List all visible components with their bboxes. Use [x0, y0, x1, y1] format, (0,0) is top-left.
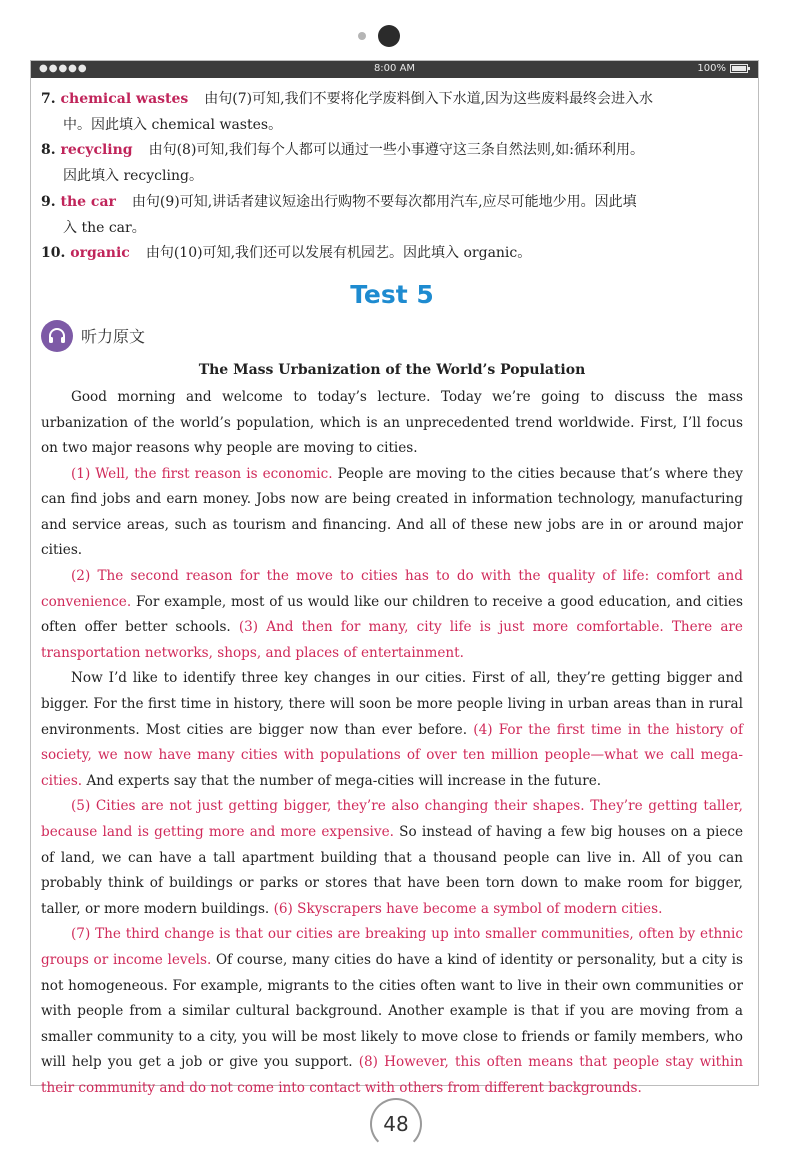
front-camera	[378, 25, 400, 47]
section-header	[41, 317, 743, 355]
transcript-text: For example, most of us would like our children to receive a good education, and cities often offer better schools.	[41, 593, 743, 636]
test-title: Test 5	[350, 279, 434, 309]
transcript-paragraph	[41, 922, 743, 1101]
answer-explanation: 由句(7)可知,我们不要将化学废料倒入下水道,因为这些废料最终会进入水	[204, 91, 654, 107]
transcript-body	[41, 385, 743, 1102]
battery-percent: 100%	[697, 63, 726, 74]
transcript-text: Now I’d like to identify three key changes in our cities. First of all, they’re getting bigger and bigger. For the first time in history, there will soon be more people living in urban areas than in rural environments. Most cities are bigger now than ever before.	[41, 670, 743, 738]
answer-explanation-cont: 中。因此填入 chemical wastes。	[63, 116, 283, 133]
highlighted-sentence: (2) The second reason for the move to cities has to do with the quality of life: comfort and convenience.	[41, 568, 743, 610]
highlighted-sentence: (3) And then for many, city life is just more comfortable. There are transportation networks, shops, and places of entertainment.	[41, 619, 743, 661]
section-title: 听力原文	[81, 327, 146, 347]
camera-indicator	[358, 32, 366, 40]
transcript-paragraph	[41, 462, 743, 564]
tablet-screen	[30, 60, 759, 1096]
answer-item	[41, 87, 743, 138]
battery-indicator	[697, 63, 748, 74]
highlighted-sentence: (4) For the first time in the history of society, we now have many cities with populations of over ten million people—what we call mega-cities.	[41, 721, 743, 789]
transcript-paragraph	[41, 666, 743, 794]
highlighted-sentence: (7) The third change is that our cities are breaking up into smaller communities, often by ethnic groups or income levels.	[41, 926, 743, 968]
answer-keyword: recycling	[60, 142, 133, 159]
highlighted-sentence: (1) Well, the first reason is economic.	[71, 465, 333, 482]
answer-explanation: 由句(9)可知,讲话者建议短途出行购物不要每次都用汽车,应尽可能地少用。因此填	[131, 193, 637, 210]
signal-indicator: ●●●●●	[39, 63, 88, 74]
headphones-icon	[41, 320, 73, 352]
battery-icon	[730, 64, 748, 73]
answer-explanation-cont: 入 the car。	[63, 219, 146, 236]
answer-item	[41, 241, 743, 267]
highlighted-sentence: (6) Skyscrapers have become a symbol of modern cities.	[273, 900, 663, 917]
transcript-text: And experts say that the number of mega-cities will increase in the future.	[82, 772, 602, 789]
transcript-text: People are moving to the cities because that’s where they can find jobs and earn money. Jobs now are being created in information technology, manufacturing and service areas, such as tourism and financing. And all of these new jobs are in or around major cities.	[41, 465, 743, 559]
answer-keyword: the car	[60, 193, 116, 210]
answer-explanation: 由句(8)可知,我们每个人都可以通过一些小事遵守这三条自然法则,如:循环利用。	[148, 142, 645, 159]
page-content	[41, 87, 743, 1102]
transcript-paragraph	[41, 794, 743, 922]
answer-explanation: 由句(10)可知,我们还可以发展有机园艺。因此填入 organic。	[145, 245, 532, 262]
transcript-text: Of course, many cities do have a kind of identity or personality, but a city is not homogeneous. For example, migrants to the cities often want to live in their own communities or with people from a similar cultural background. Another example is that if you are moving from a smaller community to a city, you will be most likely to move close to friends or family members, who will help you get a job or give you support.	[41, 951, 743, 1071]
article-title: The Mass Urbanization of the World’s Population	[198, 361, 586, 378]
answer-keyword: chemical wastes	[60, 91, 189, 107]
transcript-text: Good morning and welcome to today’s lecture. Today we’re going to discuss the mass urbanization of the world’s population, which is an unprecedented trend worldwide. First, I’ll focus on two major reasons why people are moving to cities.	[41, 388, 743, 457]
highlighted-sentence: (8) However, this often means that people stay within their community and do not come into contact with others from different backgrounds.	[41, 1054, 743, 1096]
transcript-paragraph	[41, 385, 743, 462]
page-number: 48	[370, 1098, 422, 1150]
answer-keyword: organic	[70, 245, 130, 262]
answer-number: 7.	[41, 91, 61, 107]
answer-item	[41, 138, 743, 189]
answer-number: 8.	[41, 142, 61, 159]
transcript-paragraph	[41, 564, 743, 666]
answer-explanation-cont: 因此填入 recycling。	[63, 168, 203, 185]
status-bar	[31, 61, 758, 78]
highlighted-sentence: (5) Cities are not just getting bigger, they’re also changing their shapes. They’re getting taller, because land is getting more and more expensive.	[41, 798, 743, 841]
answer-list	[41, 87, 743, 267]
answer-number: 10.	[41, 245, 71, 262]
status-time: 8:00 AM	[373, 63, 416, 74]
answer-item	[41, 190, 743, 241]
answer-number: 9.	[41, 193, 61, 210]
transcript-text: So instead of having a few big houses on a piece of land, we can have a tall apartment building that a thousand people can live in. All of you can probably think of buildings or parks or stores that have been torn down to make room for bigger, taller, or more modern buildings.	[41, 824, 743, 917]
